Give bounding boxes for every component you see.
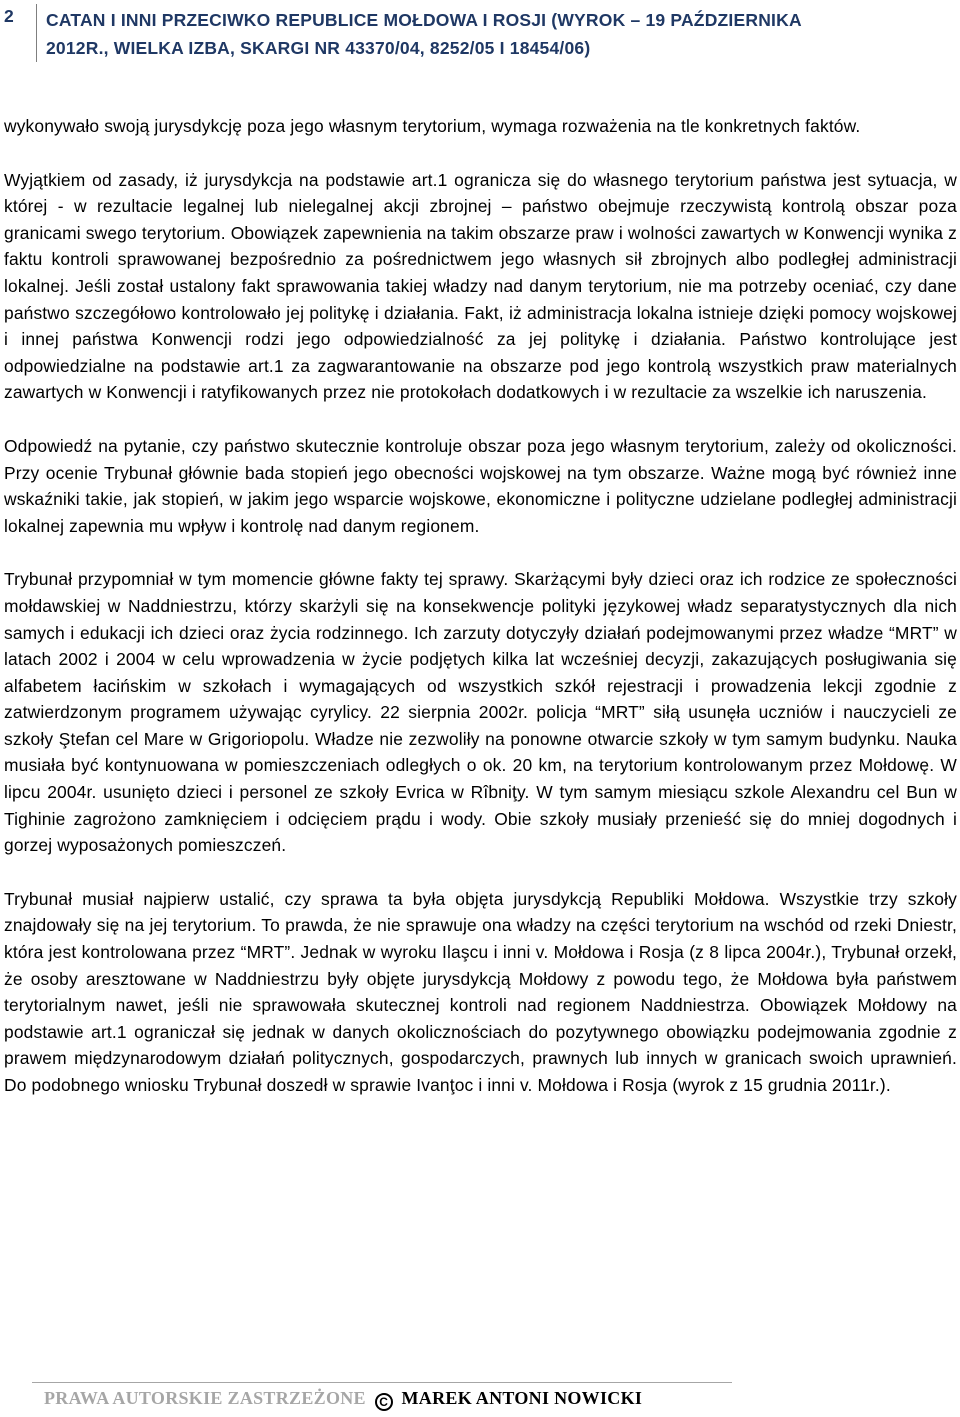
paragraph-4: Trybunał przypomniał w tym momencie główne fakty tej sprawy. Skarżącymi były dzieci oraz ich rodzice ze społeczności mołdawskiej w Naddniestrzu, którzy skarżyli się na konsekwencje polityki językowej władz separatystycznych dla nich samych i edukacji ich dzieci oraz życia rodzinnego. Ich zarzuty dotyczyły działań podejmowanymi przez władze “MRT” w latach 2002 i 2004 w celu wprowadzenia w życie podjętych kilka lat wcześniej decyzji, zakazujących posługiwania się alfabetem łacińskim w szkołach i wymagających od wszystkich szkół rejestracji i prowadzenia lekcji zgodnie z zatwierdzonym programem używając cyrylicy. 22 sierpnia 2002r. policja “MRT” siłą usunęła uczniów i nauczycieli ze szkoły Ştefan cel Mare w Grigoriopolu. Władze nie zezwoliły na ponowne otwarcie szkoły w tym samym budynku. Nauka musiała być kontynuowana w pomieszczeniach odległych o ok. 20 km, na terytorium kontrolowanym przez Mołdowę. W lipcu 2004r. usunięto dzieci i personel ze szkoły Evrica w Rîbniţy. W tym samym miesiącu szkole Alexandru cel Bun w Tighinie zagrożono zamknięciem i odcięciem prądu i wody. Obie szkoły musiały przenieść się do mniej dogodnych i gorzej wyposażonych pomieszczeń. <box>4 569 957 856</box>
copyright-prefix: PRAWA AUTORSKIE ZASTRZEŻONE <box>44 1388 366 1408</box>
running-title-line-1: CATAN I INNI PRZECIWKO REPUBLICE MOŁDOWA I ROSJI (WYROK – 19 PAŹDZIERNIKA <box>46 10 802 30</box>
page-header <box>0 0 960 62</box>
page-number: 2 <box>4 6 14 26</box>
running-title-line-2: 2012R., WIELKA IZBA, SKARGI NR 43370/04, 8252/05 I 18454/06) <box>46 38 591 58</box>
running-title <box>46 6 946 62</box>
document-body <box>4 113 957 1099</box>
paragraph-2: Wyjątkiem od zasady, iż jurysdykcja na podstawie art.1 ogranicza się do własnego terytorium państwa jest sytuacja, w której - w rezultacie legalnej lub nielegalnej akcji zbrojnej – państwo obejmuje rzeczywistą kontrolą obszar poza granicami swego terytorium. Obowiązek zapewnienia na takim obszarze praw i wolności zawartych w Konwencji wynika z faktu kontroli sprawowanej bezpośrednio za pośrednictwem jego własnych sił zbrojnych albo podległej administracji lokalnej. Jeśli został ustalony fakt sprawowania takiej władzy nad danym terytorium, nie ma potrzeby oceniać, czy dane państwo szczegółowo kontrolowało jej politykę i działania. Fakt, iż administracja lokalna istnieje dzięki pomocy wojskowej i innej państwa Konwencji rodzi jego odpowiedzialność za jej politykę i działania. Państwo kontrolujące jest odpowiedzialne na podstawie art.1 za zagwarantowanie na obszarze pod jego kontrolą wszystkich praw materialnych zawartych w Konwencji i ratyfikowanych przez nie protokołach dodatkowych i w rezultacie za wszelkie ich naruszenia. <box>4 169 957 403</box>
paragraph-5: Trybunał musiał najpierw ustalić, czy sprawa ta była objęta jurysdykcją Republiki Mołdowa. Wszystkie trzy szkoły znajdowały się na jej terytorium. To prawda, że nie sprawuje ona władzy na części terytorium na wschód od rzeki Dniestr, która jest kontrolowana przez “MRT”. Jednak w wyroku Ilaşcu i inni v. Mołdowa i Rosja (z 8 lipca 2004r.), Trybunał orzekł, że osoby aresztowane w Naddniestrzu były objęte jurysdykcją Mołdowy z powodu tego, że Mołdowa była państwem terytorialnym nawet, jeśli nie sprawowała skutecznej kontroli nad regionem Naddniestrza. Obowiązek Mołdowy na podstawie art.1 ograniczał się jednak w danych okolicznościach do pozytywnego obowiązku podejmowania zgodnie z prawem międzynarodowym działań politycznych, gospodarczych, prawnych lub innych w granicach swoich uprawnień. Do podobnego wniosku Trybunał doszedł w sprawie Ivanţoc i inni v. Mołdowa i Rosja (wyrok z 15 grudnia 2011r.). <box>4 888 957 1095</box>
header-divider <box>36 4 37 62</box>
copyright-icon: C <box>375 1393 393 1411</box>
copyright-notice <box>44 1388 642 1411</box>
footer-divider <box>32 1382 732 1383</box>
copyright-author: MAREK ANTONI NOWICKI <box>401 1388 643 1408</box>
paragraph-3: Odpowiedź na pytanie, czy państwo skutecznie kontroluje obszar poza jego własnym terytorium, zależy od okoliczności. Przy ocenie Trybunał głównie bada stopień jego obecności wojskowej na tym obszarze. Ważne mogą być również inne wskaźniki takie, jak stopień, w jakim jego wsparcie wojskowe, ekonomiczne i polityczne udzielane podległej administracji lokalnej zapewnia mu wpływ i kontrolę nad danym regionem. <box>4 435 957 536</box>
page-footer <box>32 1382 732 1416</box>
paragraph-1: wykonywało swoją jurysdykcję poza jego własnym terytorium, wymaga rozważenia na tle konkretnych faktów. <box>4 116 861 136</box>
